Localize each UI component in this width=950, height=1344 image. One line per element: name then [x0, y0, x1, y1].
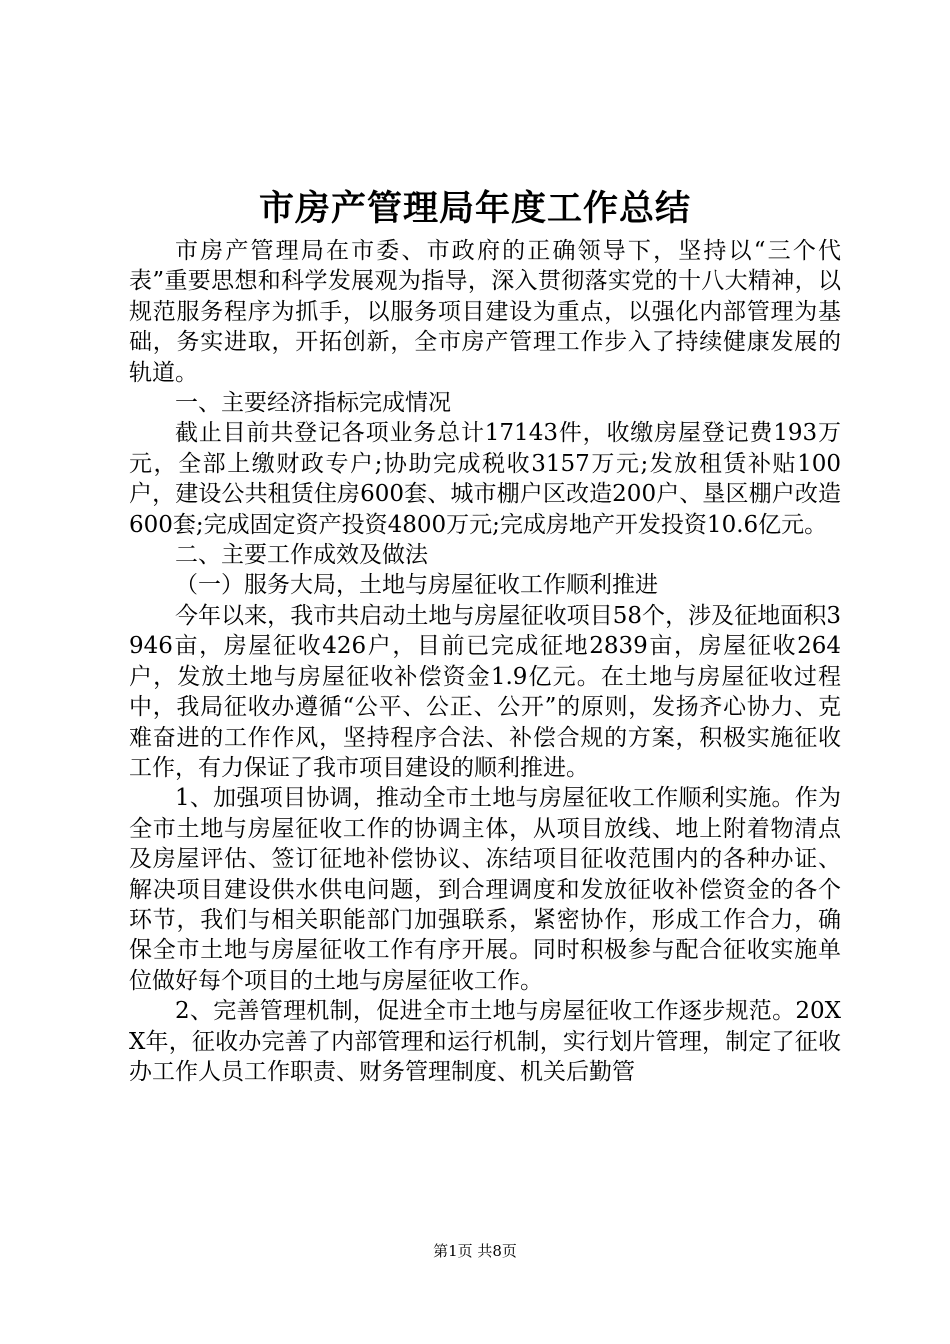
- document-body: [129, 236, 841, 1087]
- paragraph-project-coordination: 1、加强项目协调，推动全市土地与房屋征收工作顺利实施。作为全市土地与房屋征收工作的协调主体，从项目放线、地上附着物清点及房屋评估、签订征地补偿协议、冻结项目征收范围内的各种办证、解决项目建设供水供电问题，到合理调度和发放征收补偿资金的各个环节，我们与相关职能部门加强联系，紧密协作，形成工作合力，确保全市土地与房屋征收工作有序开展。同时积极参与配合征收实施单位做好每个项目的土地与房屋征收工作。: [129, 785, 841, 994]
- paragraph-land-expropriation: 今年以来，我市共启动土地与房屋征收项目58个，涉及征地面积3946亩，房屋征收426户，目前已完成征地2839亩，房屋征收264户，发放土地与房屋征收补偿资金1.9亿元。在土地与房屋征收过程中，我局征收办遵循“公平、公正、公开”的原则，发扬齐心协力、克难奋进的工作作风，坚持程序合法、补偿合规的方案，积极实施征收工作，有力保证了我市项目建设的顺利推进。: [129, 602, 841, 781]
- section-heading-achievements: 二、主要工作成效及做法: [175, 542, 428, 569]
- document-title: 市房产管理局年度工作总结: [258, 188, 691, 229]
- paragraph-economic-indicators: 截止目前共登记各项业务总计17143件，收缴房屋登记费193万元，全部上缴财政专户;协助完成税收3157万元;发放租赁补贴100户，建设公共租赁住房600套、城市棚户区改造200户、垦区棚户改造600套;完成固定资产投资4800万元;完成房地产开发投资10.6亿元。: [129, 420, 841, 538]
- page-number-footer: 第1页 共8页: [433, 1242, 517, 1260]
- subsection-heading-land-expropriation: （一）服务大局，土地与房屋征收工作顺利推进: [175, 572, 658, 599]
- paragraph-intro: 市房产管理局在市委、市政府的正确领导下，坚持以“三个代表”重要思想和科学发展观为指导，深入贯彻落实党的十八大精神，以规范服务程序为抓手，以服务项目建设为重点，以强化内部管理为基础，务实进取，开拓创新，全市房产管理工作步入了持续健康发展的轨道。: [129, 238, 841, 386]
- paragraph-management-mechanism: 2、完善管理机制，促进全市土地与房屋征收工作逐步规范。20XX年，征收办完善了内部管理和运行机制，实行划片管理，制定了征收办工作人员工作职责、财务管理制度、机关后勤管: [129, 998, 841, 1085]
- section-heading-economic-indicators: 一、主要经济指标完成情况: [175, 390, 451, 417]
